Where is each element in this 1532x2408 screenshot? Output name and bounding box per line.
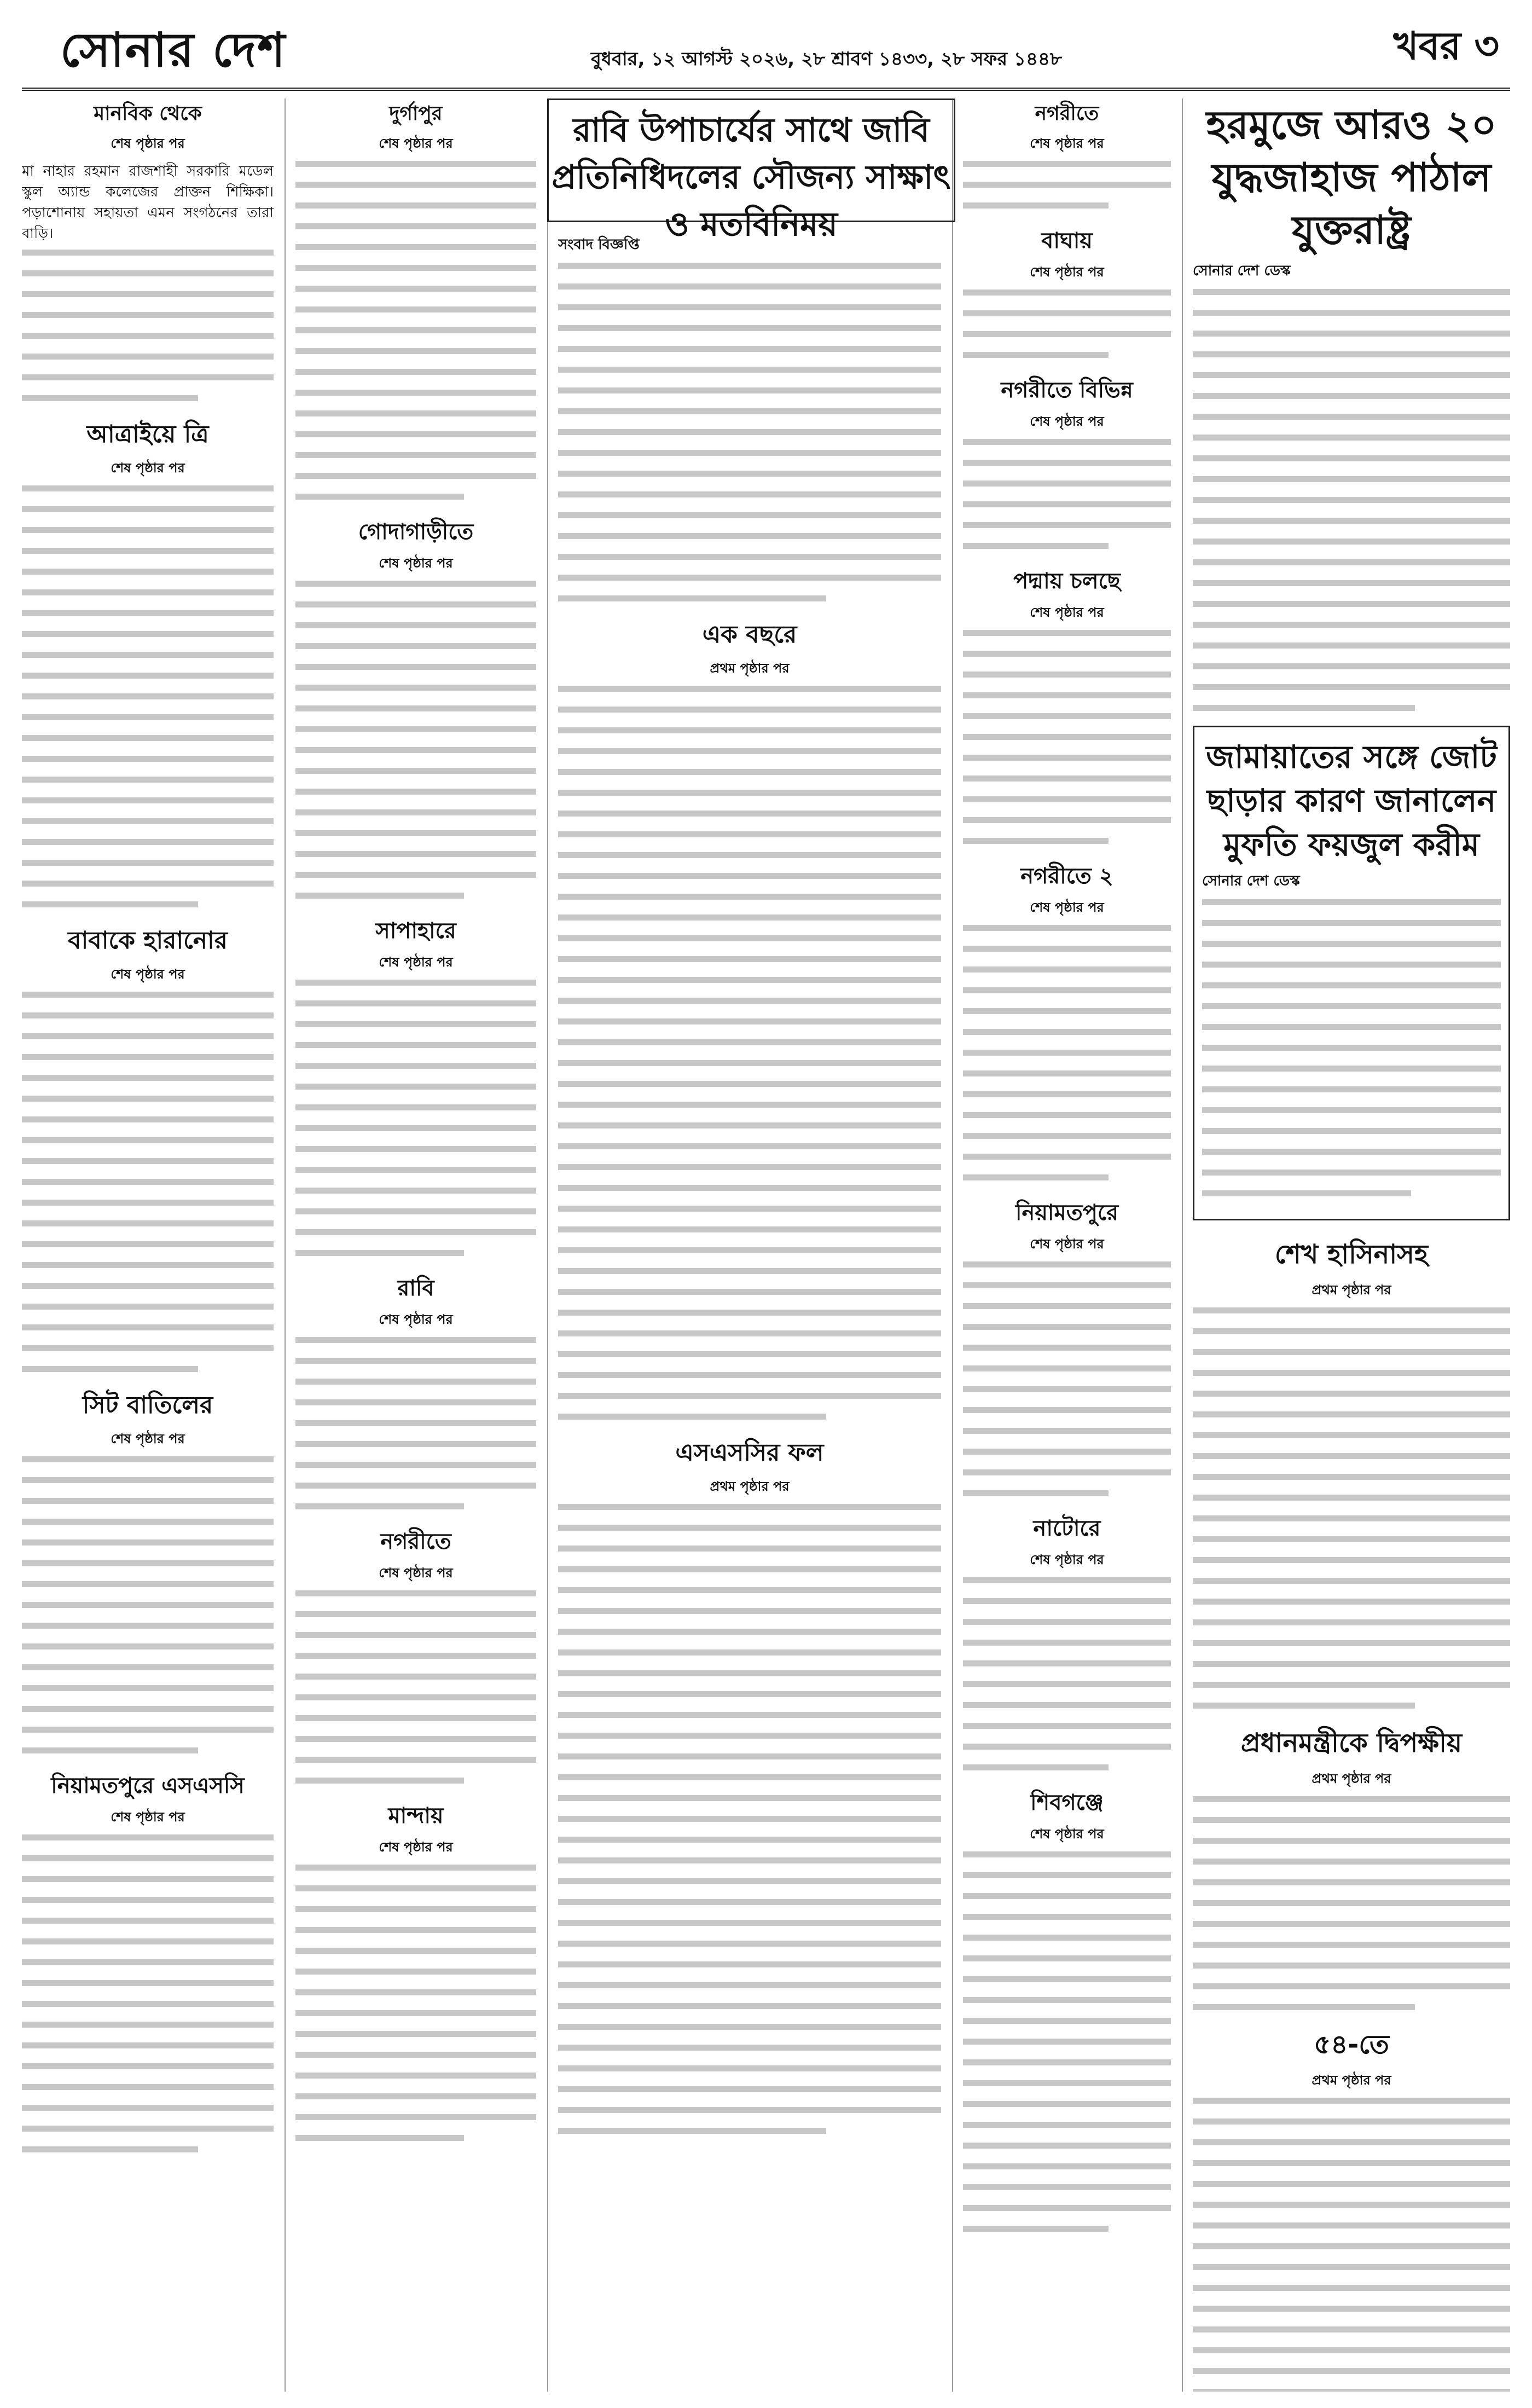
continuation-note: শেষ পৃষ্ঠার পর	[379, 136, 453, 151]
continuation-note: শেষ পৃষ্ঠার পর	[111, 460, 185, 476]
story-headline: নগরীতে	[380, 1529, 451, 1554]
story-text-block	[963, 1851, 1171, 2232]
story-atraie	[22, 416, 274, 907]
story-text-block	[558, 1504, 941, 2134]
continuation-note: শেষ পৃষ্ঠার পর	[111, 1809, 185, 1825]
story-headline: জামায়াতের সঙ্গে জোট ছাড়ার কারণ জানালেন মুফতি ফয়জুল করীম	[1206, 738, 1497, 863]
column-rule	[1182, 99, 1183, 2392]
story-shibganj	[963, 1785, 1171, 2232]
continuation-note: প্রথম পৃষ্ঠার পর	[1312, 1282, 1391, 1298]
story-niamatpur-ssc	[22, 1768, 274, 2152]
story-text-block	[963, 925, 1171, 1180]
story-pm-bilateral	[1193, 1723, 1510, 2010]
story-text-block	[963, 630, 1171, 844]
story-headline: শিবগঞ্জে	[1030, 1790, 1104, 1815]
lead-headline: রাবি উপাচার্যের সাথে জাবি প্রতিনিধিদলের সৌজন্য সাক্ষাৎ ও মতবিনিময়	[552, 111, 951, 244]
story-godagari	[295, 514, 536, 899]
story-headline: সাপাহারে	[375, 918, 456, 943]
story-nagarite-2	[963, 859, 1171, 1180]
story-text-block	[22, 1834, 274, 2152]
story-text-block	[963, 1261, 1171, 1496]
continuation-note: শেষ পৃষ্ঠার পর	[379, 1312, 453, 1327]
story-text-block	[22, 992, 274, 1372]
story-text-block	[295, 1590, 536, 1784]
story-sheikh-hasina	[1193, 1235, 1510, 1709]
story-nagarite-4a	[963, 99, 1171, 209]
story-headline: দুর্গাপুর	[389, 102, 443, 125]
story-sapahar	[295, 913, 536, 1256]
continuation-note: শেষ পৃষ্ঠার পর	[1030, 900, 1104, 915]
story-nagarite-bibhinno	[963, 373, 1171, 549]
story-headline: আত্রাইয়ে ত্রি	[86, 420, 209, 448]
column-rule	[952, 99, 953, 2392]
continuation-note: শেষ পৃষ্ঠার পর	[111, 966, 185, 982]
story-text-block	[963, 1577, 1171, 1770]
story-hormuz	[1193, 99, 1510, 711]
story-niamatpur	[963, 1195, 1171, 1496]
story-manda	[295, 1798, 536, 2141]
story-text-block	[558, 686, 941, 1420]
column-rule	[547, 99, 548, 2392]
story-headline: ৫৪-তে	[1314, 2029, 1389, 2060]
lead-headline-box	[547, 99, 955, 244]
story-text-block	[22, 485, 274, 907]
story-headline: এক বছরে	[702, 621, 797, 649]
story-headline: নগরীতে	[1035, 102, 1099, 125]
dateline: বুধবার, ১২ আগস্ট ২০২৬, ২৮ শ্রাবণ ১৪৩৩, ২৮ সফর ১৪৪৮	[591, 48, 1063, 70]
story-headline: সিট বাতিলের	[82, 1391, 213, 1419]
story-ssc-result	[558, 1434, 941, 2134]
story-headline: বাবাকে হারানোর	[67, 927, 228, 954]
continuation-note: প্রথম পৃষ্ঠার পর	[710, 661, 790, 676]
story-headline: মানবিক থেকে	[94, 102, 202, 125]
story-headline: মান্দায়	[388, 1803, 444, 1828]
story-rabi	[295, 1271, 536, 1509]
continuation-note: শেষ পৃষ্ঠার পর	[1030, 1552, 1104, 1567]
story-text-block	[963, 439, 1171, 549]
story-text-block	[295, 1337, 536, 1509]
story-text-block	[558, 263, 941, 601]
masthead	[22, 11, 1510, 91]
story-headline: শেখ হাসিনাসহ	[1274, 1239, 1429, 1270]
story-headline: গোদাগাড়ীতে	[358, 519, 474, 545]
continuation-note: শেষ পৃষ্ঠার পর	[111, 136, 185, 151]
story-headline: পদ্মায় চলছে	[1013, 569, 1121, 594]
story-text-block	[1202, 899, 1501, 1196]
continuation-note: শেষ পৃষ্ঠার পর	[1030, 136, 1104, 151]
story-natore	[963, 1511, 1171, 1770]
story-babake-haranor	[22, 922, 274, 1372]
column-rule	[285, 99, 286, 2392]
continuation-note: শেষ পৃষ্ঠার পর	[379, 954, 453, 970]
story-text-block	[295, 581, 536, 899]
continuation-note: শেষ পৃষ্ঠার পর	[379, 1565, 453, 1581]
story-text-block	[295, 1865, 536, 2141]
story-text-block	[1193, 289, 1510, 711]
story-headline: হরমুজে আরও ২০ যুদ্ধজাহাজ পাঠাল যুক্তরাষ্ট্র	[1206, 102, 1497, 253]
story-body: মা নাহার রহমান রাজশাহী সরকারি মডেল স্কুল অ্যান্ড কলেজের প্রাক্তন শিক্ষিকা। পড়াশোনায় সহায়তা এমন সংগঠনের তারা বাড়ি।	[22, 163, 274, 242]
story-text-block	[1193, 1796, 1510, 2010]
column-4	[963, 99, 1171, 2392]
page-section-label: খবর ৩	[1393, 23, 1499, 68]
story-durgapur	[295, 99, 536, 500]
continuation-note: প্রথম পৃষ্ঠার পর	[710, 1479, 790, 1494]
continuation-note: শেষ পৃষ্ঠার পর	[111, 1431, 185, 1446]
column-5	[1193, 99, 1510, 2392]
story-seat-cancel	[22, 1387, 274, 1753]
story-text-block	[963, 161, 1171, 209]
story-text-block	[1193, 1307, 1510, 1709]
story-54	[1193, 2025, 1510, 2392]
story-nagarite	[295, 1524, 536, 1784]
story-padma	[963, 564, 1171, 844]
story-text-block	[963, 290, 1171, 358]
story-text-block	[22, 250, 274, 401]
story-headline: নগরীতে বিভিন্ন	[1001, 378, 1133, 403]
continuation-note: শেষ পৃষ্ঠার পর	[1030, 414, 1104, 429]
story-rabi-jabi	[558, 233, 941, 601]
story-text-block	[295, 980, 536, 1256]
story-headline: নিয়ামতপুরে	[1015, 1200, 1118, 1225]
story-headline: নিয়ামতপুরে এসএসসি	[51, 1773, 245, 1798]
story-text-block	[22, 1456, 274, 1753]
column-3	[558, 230, 941, 2392]
story-ek-bochore	[558, 616, 941, 1420]
byline: সোনার দেশ ডেস্ক	[1193, 263, 1291, 279]
newspaper-logo: সোনার দেশ	[60, 22, 287, 78]
story-text-block	[1193, 2098, 1510, 2392]
byline: সংবাদ বিজ্ঞপ্তি	[558, 236, 640, 253]
continuation-note: প্রথম পৃষ্ঠার পর	[1312, 1771, 1391, 1786]
continuation-note: শেষ পৃষ্ঠার পর	[1030, 605, 1104, 620]
story-text-block	[295, 161, 536, 500]
story-bagha	[963, 223, 1171, 358]
story-headline: বাঘায়	[1041, 228, 1093, 253]
story-jamaat-box	[1193, 726, 1510, 1220]
continuation-note: শেষ পৃষ্ঠার পর	[379, 1839, 453, 1855]
byline: সোনার দেশ ডেস্ক	[1202, 873, 1300, 889]
column-1	[22, 99, 274, 2392]
continuation-note: শেষ পৃষ্ঠার পর	[1030, 264, 1104, 280]
continuation-note: শেষ পৃষ্ঠার পর	[1030, 1826, 1104, 1842]
story-headline: এসএসসির ফল	[675, 1439, 824, 1467]
continuation-note: শেষ পৃষ্ঠার পর	[1030, 1236, 1104, 1252]
story-headline: রাবি	[397, 1276, 434, 1301]
continuation-note: শেষ পৃষ্ঠার পর	[379, 555, 453, 571]
story-manobik	[22, 99, 274, 401]
continuation-note: প্রথম পৃষ্ঠার পর	[1312, 2073, 1391, 2088]
story-headline: নগরীতে ২	[1020, 864, 1113, 889]
story-headline: নাটোরে	[1033, 1516, 1101, 1541]
column-2	[295, 99, 536, 2392]
story-headline: প্রধানমন্ত্রীকে দ্বিপক্ষীয়	[1240, 1728, 1463, 1758]
